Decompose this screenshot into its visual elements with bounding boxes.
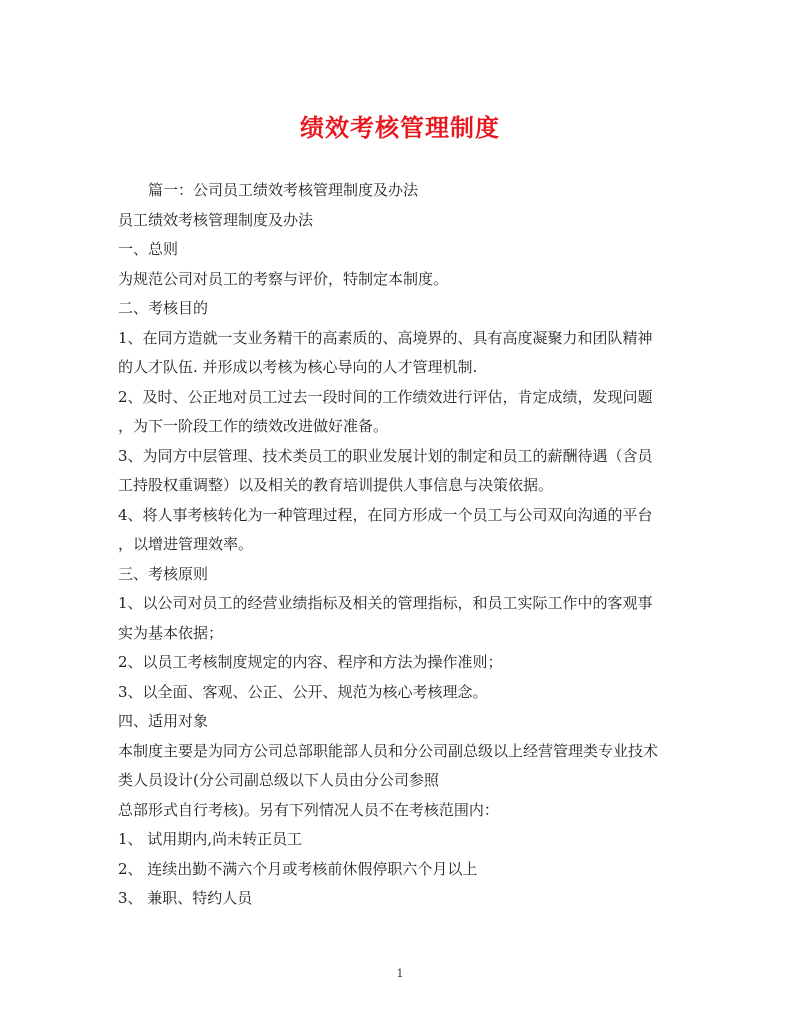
paragraph-line: 类人员设计(分公司副总级以下人员由分公司参照 xyxy=(118,771,439,789)
paragraph-line: 2、及时、公正地对员工过去一段时间的工作绩效进行评估，肯定成绩，发现问题 xyxy=(118,387,653,406)
paragraph-line: 为规范公司对员工的考察与评价，特制定本制度。 xyxy=(118,269,449,288)
paragraph-line: ，以增进管理效率。 xyxy=(118,535,254,553)
page-number: 1 xyxy=(396,967,404,980)
heading-principles: 三、考核原则 xyxy=(118,564,209,583)
document-body xyxy=(118,176,688,914)
heading-purpose: 二、考核目的 xyxy=(118,299,209,317)
paragraph-line: ，为下一阶段工作的绩效改进做好准备。 xyxy=(118,417,389,435)
paragraph-line: 2、以员工考核制度规定的内容、程序和方法为操作准则； xyxy=(118,653,503,671)
heading-general: 一、总则 xyxy=(118,240,179,258)
paragraph-line: 3、以全面、客观、公正、公开、规范为核心考核理念。 xyxy=(118,682,488,701)
sub-title: 员工绩效考核管理制度及办法 xyxy=(118,210,314,229)
paragraph-line: 总部形式自行考核)。另有下列情况人员不在考核范围内： xyxy=(118,800,499,819)
heading-scope: 四、适用对象 xyxy=(118,712,209,730)
list-item: 1、 试用期内,尚未转正员工 xyxy=(118,830,303,848)
section-heading-part1: 篇一：公司员工绩效考核管理制度及办法 xyxy=(148,181,419,199)
list-item: 2、 连续出勤不满六个月或考核前休假停职六个月以上 xyxy=(118,859,478,878)
paragraph-line: 的人才队伍. 并形成以考核为核心导向的人才管理机制. xyxy=(118,358,478,376)
paragraph-line: 4、将人事考核转化为一种管理过程，在同方形成一个员工与公司双向沟通的平台 xyxy=(118,505,653,524)
paragraph-line: 3、为同方中层管理、技术类员工的职业发展计划的制定和员工的薪酬待遇（含员 xyxy=(118,446,653,465)
paragraph-line: 1、在同方造就一支业务精干的高素质的、高境界的、具有高度凝聚力和团队精神 xyxy=(118,328,653,347)
paragraph-line: 工持股权重调整）以及相关的教育培训提供人事信息与决策依据。 xyxy=(118,476,554,494)
paragraph-line: 1、以公司对员工的经营业绩指标及相关的管理指标，和员工实际工作中的客观事 xyxy=(118,594,653,612)
paragraph-line: 本制度主要是为同方公司总部职能部人员和分公司副总级以上经营管理类专业技术 xyxy=(118,741,659,760)
paragraph-line: 实为基本依据； xyxy=(118,623,224,642)
document-title: 绩效考核管理制度 xyxy=(300,114,500,142)
list-item: 3、 兼职、特约人员 xyxy=(118,889,253,907)
